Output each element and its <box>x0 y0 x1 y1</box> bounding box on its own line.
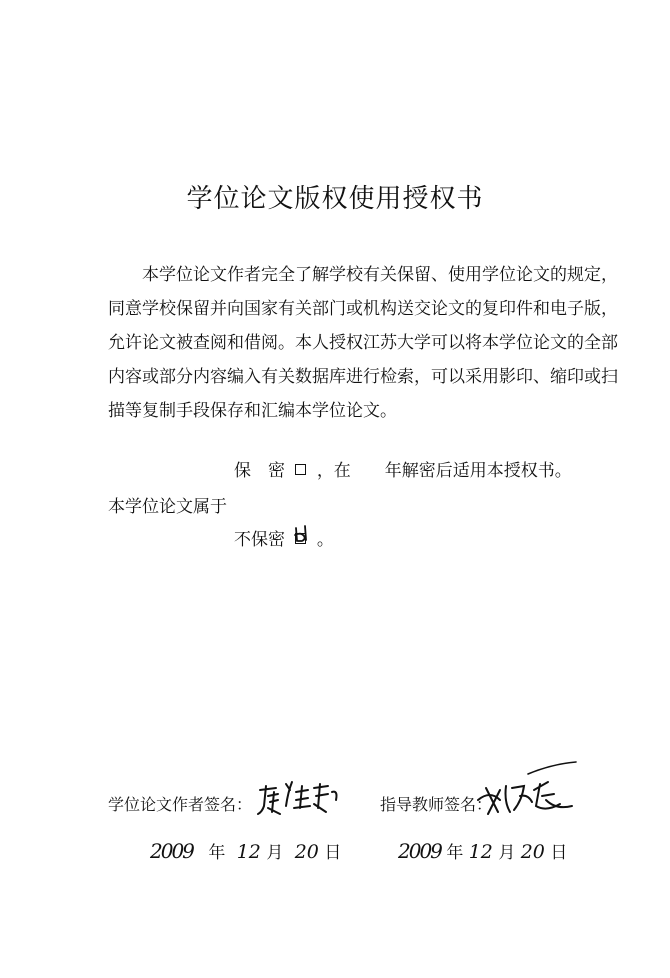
secret-checkbox[interactable] <box>295 464 306 475</box>
paragraph-line: 同意学校保留并向国家有关部门或机构送交论文的复印件和电子版， <box>108 299 618 319</box>
advisor-handwritten-signature <box>476 760 580 826</box>
advisor-signature-label: 指导教师签名： <box>380 795 493 814</box>
author-date-month: 12 <box>236 841 261 863</box>
non-secret-checkbox[interactable] <box>295 533 306 544</box>
advisor-date-month: 12 <box>468 841 493 863</box>
advisor-date <box>398 838 567 863</box>
paragraph-line: 内容或部分内容编入有关数据库进行检索，可以采用影印、缩印或扫 <box>108 367 618 387</box>
belongs-label: 本学位论文属于 <box>108 497 227 517</box>
non-secret-label: 不保密 <box>234 530 285 550</box>
non-secret-option <box>234 525 334 550</box>
month-char: 月 <box>498 843 516 863</box>
month-char: 月 <box>266 843 284 863</box>
paragraph-line: 描等复制手段保存和汇编本学位论文。 <box>108 401 397 421</box>
author-handwritten-signature <box>256 778 346 818</box>
paragraph-line: 允许论文被查阅和借阅。本人授权江苏大学可以将本学位论文的全部 <box>108 333 618 353</box>
secret-suffix: ，在 年解密后适用本授权书。 <box>316 461 572 481</box>
year-char: 年 <box>446 843 464 863</box>
document-title: 学位论文版权使用授权书 <box>186 184 484 214</box>
author-signature-label: 学位论文作者签名： <box>108 795 253 814</box>
non-secret-suffix: 。 <box>316 530 334 550</box>
secret-label: 保 密 <box>234 461 285 481</box>
paragraph-line: 本学位论文作者完全了解学校有关保留、使用学位论文的规定， <box>142 265 618 285</box>
author-date-day: 20 <box>294 841 319 863</box>
handwritten-check-icon <box>293 524 311 544</box>
secret-option <box>234 456 572 481</box>
advisor-date-day: 20 <box>520 841 545 863</box>
year-char: 年 <box>208 843 226 863</box>
author-date-year: 2009 <box>150 839 193 863</box>
authorization-paragraph <box>108 258 618 428</box>
advisor-date-year: 2009 <box>398 839 441 863</box>
author-date <box>150 838 341 863</box>
day-char: 日 <box>550 843 568 863</box>
day-char: 日 <box>324 843 342 863</box>
